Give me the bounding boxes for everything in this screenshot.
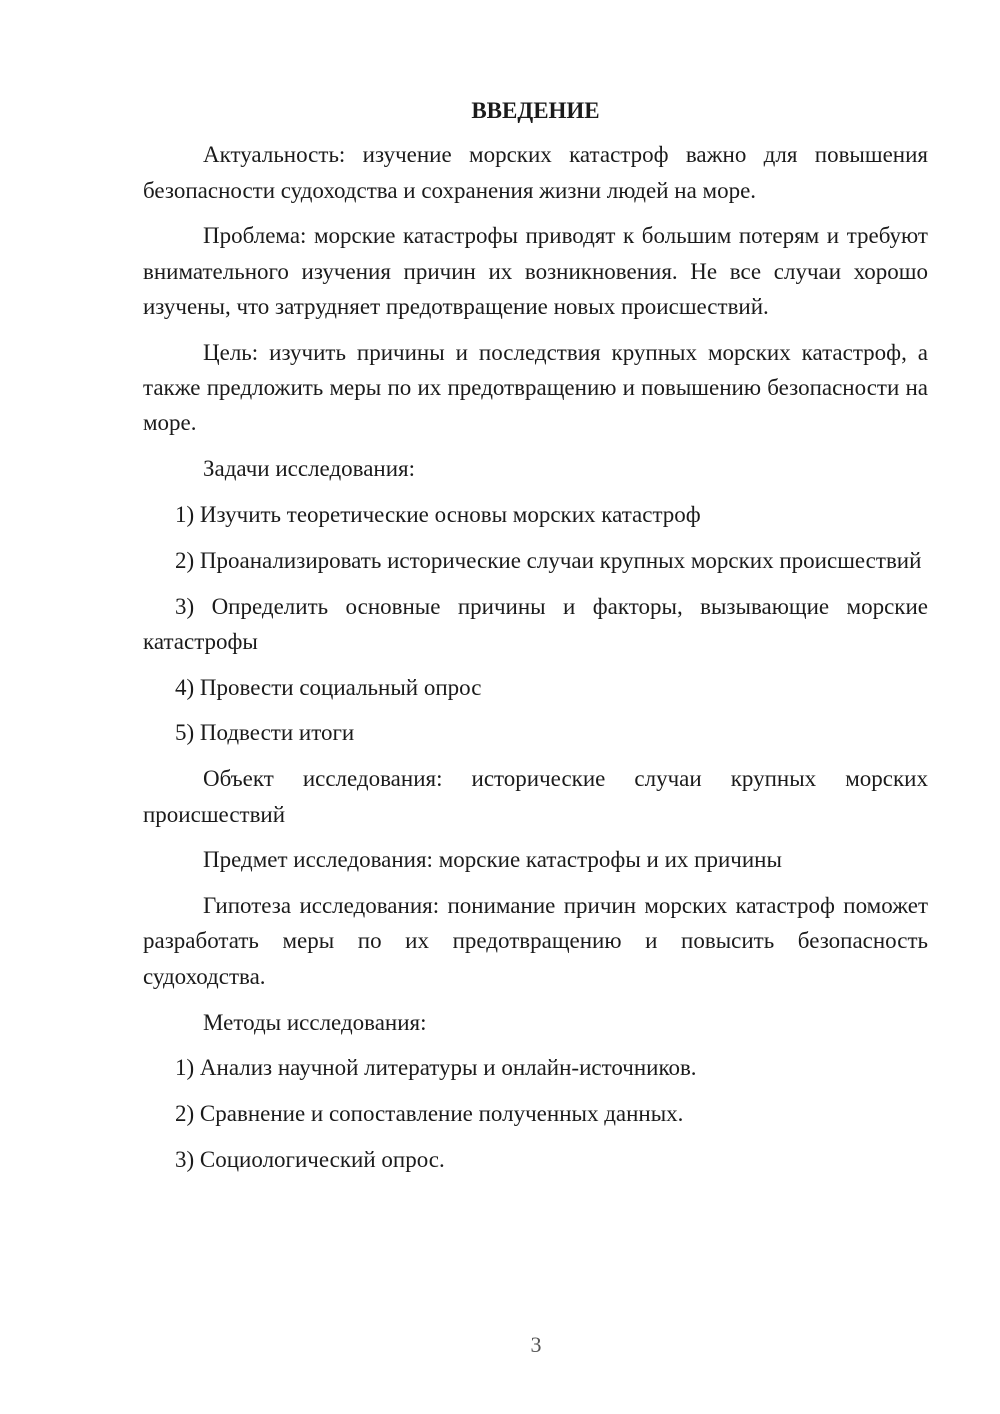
- method-item-1: 1) Анализ научной литературы и онлайн-источников.: [175, 1055, 697, 1081]
- paragraph-problem: Проблема: морские катастрофы приводят к большим потерям и требуют внимательного изучения причин их возникновения. Не все случаи хорошо изучены, что затрудняет предотвращение новых происшествий.: [143, 223, 928, 319]
- paragraph-relevance: Актуальность: изучение морских катастроф важно для повышения безопасности судоходства и сохранения жизни людей на море.: [143, 142, 928, 203]
- method-item-3: 3) Социологический опрос.: [175, 1146, 445, 1172]
- task-item-1: 1) Изучить теоретические основы морских катастроф: [175, 501, 701, 527]
- section-title: ВВЕДЕНИЕ: [471, 98, 600, 123]
- page-content: [143, 93, 928, 1188]
- paragraph-object: Объект исследования: исторические случаи крупных морских происшествий: [143, 766, 928, 827]
- paragraph-goal: Цель: изучить причины и последствия крупных морских катастроф, а также предложить меры по их предотвращению и повышению безопасности на море.: [143, 339, 928, 436]
- paragraph-methods-heading: Методы исследования:: [203, 1009, 427, 1035]
- task-item-3: 3) Определить основные причины и факторы, вызывающие морские катастрофы: [143, 593, 928, 654]
- task-item-5: 5) Подвести итоги: [175, 720, 355, 746]
- method-item-2: 2) Сравнение и сопоставление полученных данных.: [175, 1101, 684, 1127]
- paragraph-subject: Предмет исследования: морские катастрофы и их причины: [203, 847, 782, 873]
- page-number: 3: [530, 1332, 542, 1357]
- paragraph-tasks-heading: Задачи исследования:: [203, 456, 416, 482]
- task-item-4: 4) Провести социальный опрос: [175, 674, 482, 700]
- paragraph-hypothesis: Гипотеза исследования: понимание причин морских катастроф поможет разработать меры по их предотвращению и повысить безопасность судоходства.: [143, 893, 928, 989]
- task-item-2: 2) Проанализировать исторические случаи крупных морских происшествий: [175, 547, 922, 573]
